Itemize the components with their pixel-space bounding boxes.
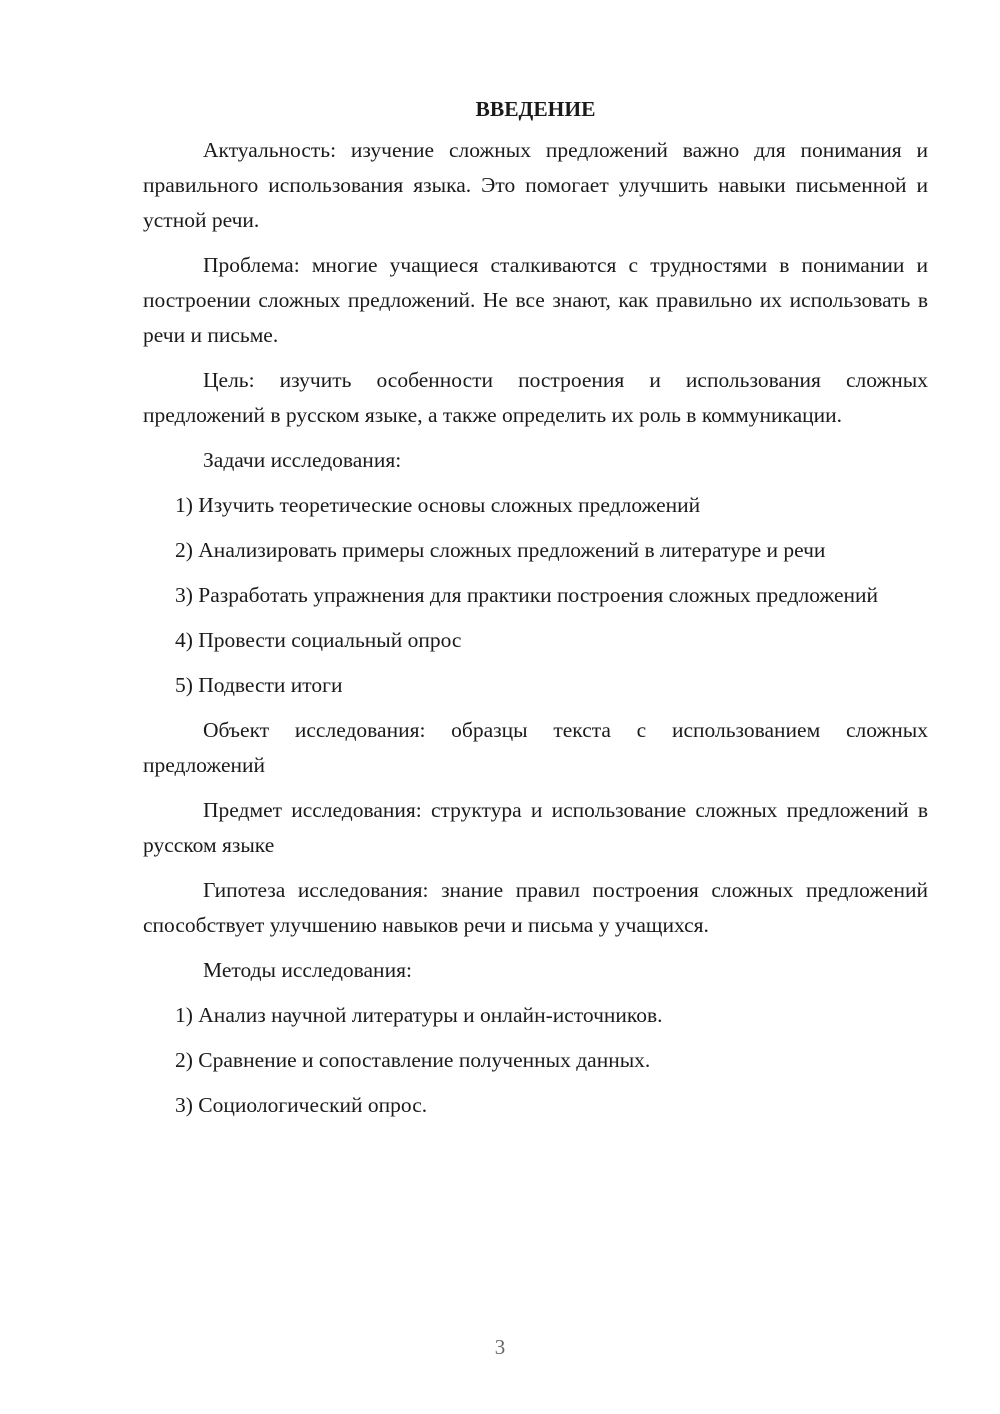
page-content (143, 92, 928, 1133)
task-item: 4) Провести социальный опрос (175, 628, 462, 652)
object-paragraph: Объект исследования: образцы текста с использованием сложных предложений (143, 718, 928, 777)
task-item: 2) Анализировать примеры сложных предложений в литературе и речи (175, 538, 826, 562)
task-item: 5) Подвести итоги (175, 673, 343, 697)
problem-paragraph: Проблема: многие учащиеся сталкиваются с трудностями в понимании и построении сложных предложений. Не все знают, как правильно их использовать в речи и письме. (143, 253, 928, 347)
relevance-paragraph: Актуальность: изучение сложных предложений важно для понимания и правильного использования языка. Это помогает улучшить навыки письменной и устной речи. (143, 138, 928, 232)
task-item: 1) Изучить теоретические основы сложных предложений (175, 493, 701, 517)
method-item: 2) Сравнение и сопоставление полученных данных. (175, 1048, 651, 1072)
method-item: 1) Анализ научной литературы и онлайн-источников. (175, 1003, 663, 1027)
hypothesis-paragraph: Гипотеза исследования: знание правил построения сложных предложений способствует улучшению навыков речи и письма у учащихся. (143, 878, 928, 937)
task-item: 3) Разработать упражнения для практики построения сложных предложений (175, 583, 879, 607)
page-number: 3 (494, 1335, 506, 1359)
methods-heading: Методы исследования: (203, 958, 412, 982)
method-item: 3) Социологический опрос. (175, 1093, 428, 1117)
subject-paragraph: Предмет исследования: структура и использование сложных предложений в русском языке (143, 798, 928, 857)
goal-paragraph: Цель: изучить особенности построения и использования сложных предложений в русском языке, а также определить их роль в коммуникации. (143, 368, 928, 427)
tasks-heading: Задачи исследования: (203, 448, 402, 472)
section-title: ВВЕДЕНИЕ (475, 97, 596, 121)
